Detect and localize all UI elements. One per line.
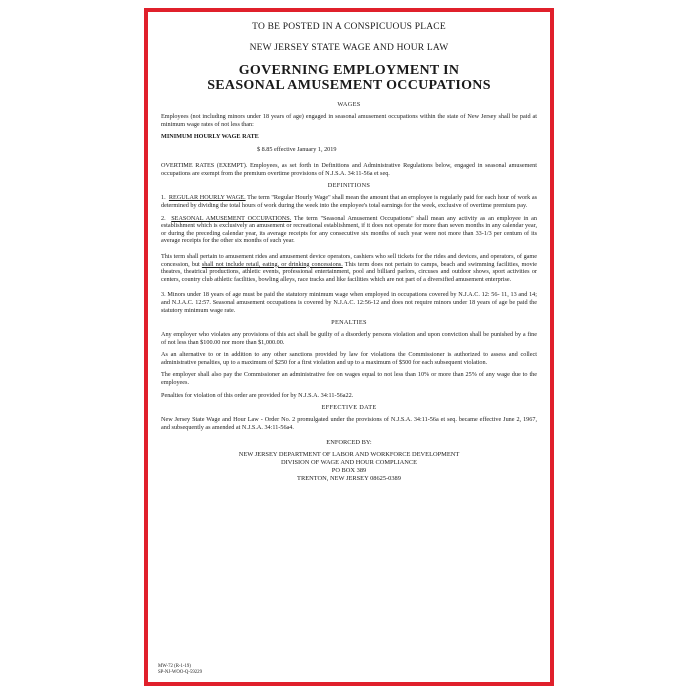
overtime-text: OVERTIME RATES (EXEMPT). Employees, as set forth in Definitions and Administrative Regulations below, engaged in seasonal amusement occupations are exempt from the premium overtime provisions of N.J.S.A. 34:11-56a et seq. [161,162,537,177]
definition-2 [161,215,537,245]
definitions-heading: DEFINITIONS [327,182,371,190]
penalties-p3: The employer shall also pay the Commissioner an administrative fee on wages equal to not less than 10% or more than 25% of any wage due to the employees. [161,371,537,387]
enforced-line-3: PO BOX 389 [331,466,367,474]
penalties-p2: As an alternative to or in addition to any other sanctions provided by law for violations the Commissioner is authorized to assess and collect administrative penalties, up to a maximum of $250 for a first violation and up to a maximum of $500 for each subsequent violation. [161,351,537,366]
form-number: MW-72 (R-1-19) [158,664,191,669]
enforced-heading: ENFORCED BY: [326,439,372,447]
penalties-p1: Any employer who violates any provisions of this act shall be guilty of a disorderly persons violation and upon conviction shall be punished by a fine of not less than $100.00 nor more than $1,000.00. [161,331,537,346]
penalties-heading: PENALTIES [331,319,367,327]
enforced-line-2: DIVISION OF WAGE AND HOUR COMPLIANCE [280,459,418,467]
pertain-text-b: This term does not pertain to camps, beach and swimming facilities, movie theatres, theatrical productions, athletic events, professional entertainment, pool and billiard parlors, circuses and outdoor shows, sport activities or centers, country club athletic facilities, bowling alleys, race tracks and like facilities which are not part of a diversified amusement enterprise. [161,260,537,283]
pertain-text-a: This term shall pertain to amusement rides and amusement device operators, cashiers who sell tickets for the rides and devices, and operators, of game concession, but [161,252,537,268]
enforced-line-1: NEW JERSEY DEPARTMENT OF LABOR AND WORKFORCE DEVELOPMENT [238,451,460,459]
definition-2-term: SEASONAL AMUSEMENT OCCUPATIONS. [171,214,292,222]
definition-1 [161,194,537,209]
poster-sheet [144,8,554,686]
enforced-line-4: TRENTON, NEW JERSEY 08625-0389 [297,474,401,482]
definition-1-text: The term "Regular Hourly Wage" shall mean the amount that an employee is regularly paid for each hour of work as determined by dividing the total hours of work during the week into the employee's total earnings for the week, exclusive of overtime premium pay. [161,194,538,209]
definition-2-text: The term "Seasonal Amusement Occupations" shall mean any activity as an employee in an establishment which is exclusively an amusement or recreational establishment, if it does not operate for more than seven months in any calendar year, or during the preceding calendar year, its average receipts for any consecutive six months of such year were not more than 33-1/3 per centum of its average receipts for the other six months of such year. [161,214,538,245]
definition-1-term: REGULAR HOURLY WAGE. [168,194,246,202]
effective-text: New Jersey State Wage and Hour Law - Order No. 2 promulgated under the provisions of N.J.S.A. 34:11-56a et seq. became effective June 2, 1967, and subsequently as amended at N.J.S.A. 34:11-56a4. [161,416,537,431]
poster-title [161,63,537,93]
rate-value: $ 8.85 effective January 1, 2019 [257,146,337,154]
pertain-paragraph [161,253,537,283]
posting-notice: TO BE POSTED IN A CONSPICUOUS PLACE [252,22,446,32]
definition-3: 3. Minors under 18 years of age must be paid the statutory minimum wage when employed in occupations covered by N.J.A.C. 12: 56- 11, 13 and 14; and N.J.A.C. 12:57. Seasonal amusement occupations is covered by N.J.A.C. 12:56-12 and does not require minors under 18 years of age be paid the statutory minimum wage rate. [161,291,537,314]
definition-2-number: 2. [161,214,166,222]
enforced-by-block [161,439,537,482]
title-line-2: SEASONAL AMUSEMENT OCCUPATIONS [207,78,491,93]
wages-intro: Employees (not including minors under 18 years of age) engaged in seasonal amusement occupations within the state of New Jersey shall be paid at minimum wage rates of not less than: [161,113,537,128]
effective-heading: EFFECTIVE DATE [321,404,377,412]
definition-1-number: 1. [161,194,166,202]
law-name: NEW JERSEY STATE WAGE AND HOUR LAW [249,43,449,53]
pertain-exclusion: shall not include retail, eating, or drinking concessions. [201,260,343,268]
form-code: SP-NJ-WOO-Q-59229 [158,670,202,675]
form-footer [158,664,202,676]
wages-heading: WAGES [337,101,361,108]
rate-heading: MINIMUM HOURLY WAGE RATE [161,133,259,141]
poster-content [161,22,537,482]
title-line-1: GOVERNING EMPLOYMENT IN [238,63,460,78]
penalties-p4: Penalties for violation of this order are provided for by N.J.S.A. 34:11-56a22. [161,391,354,399]
